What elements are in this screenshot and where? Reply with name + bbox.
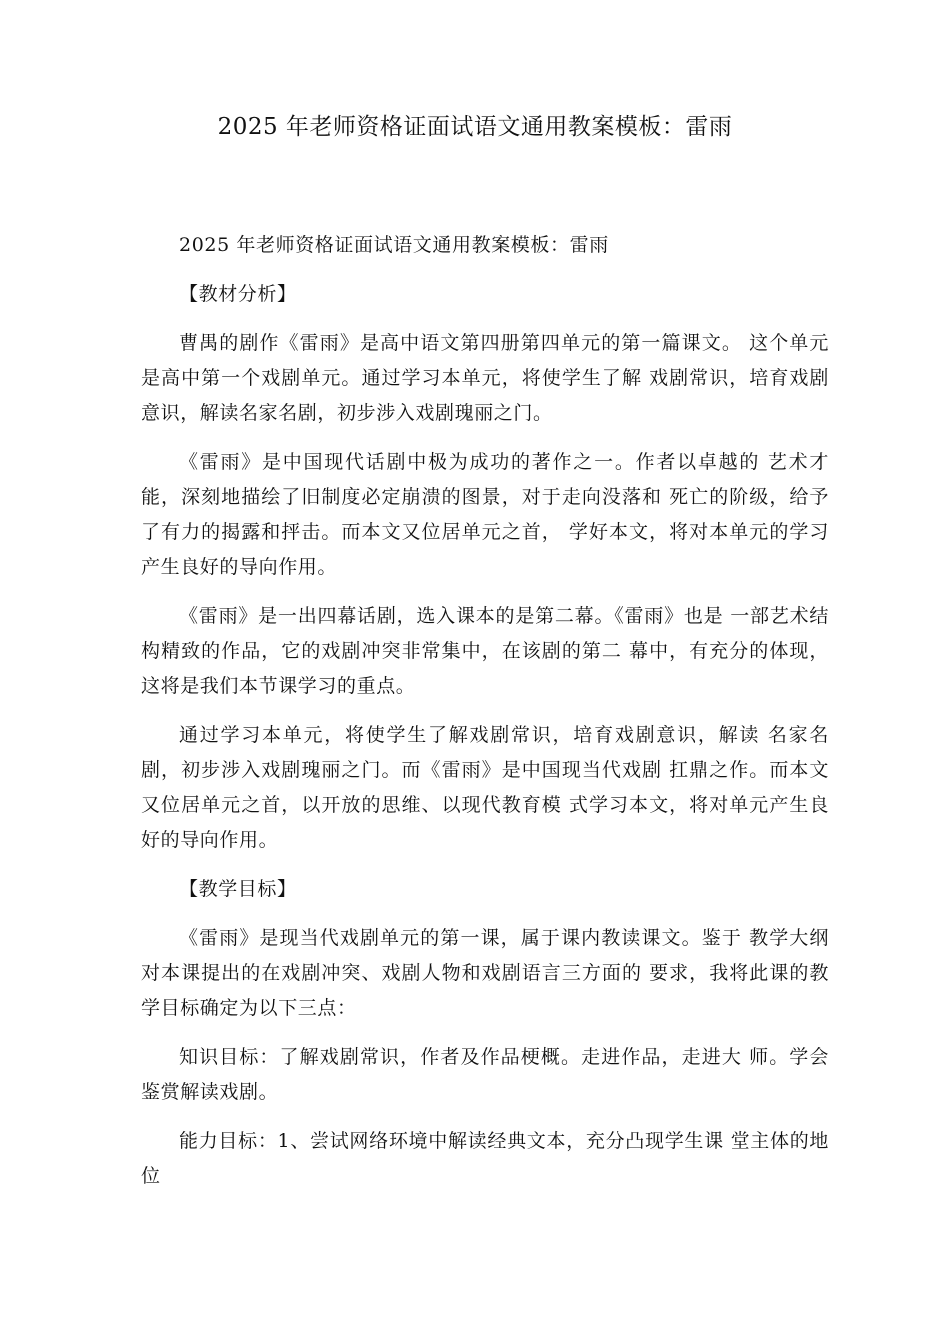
paragraph-1: 曹禺的剧作《雷雨》是高中语文第四册第四单元的第一篇课文。 这个单元是高中第一个戏剧单元。通过学习本单元，将使学生了解 戏剧常识，培育戏剧意识，解读名家名剧，初步涉入戏剧瑰丽之门。	[141, 332, 829, 424]
section-heading-material-analysis: 【教材分析】	[179, 283, 297, 305]
section-heading-teaching-goals: 【教学目标】	[179, 878, 297, 900]
paragraph-2: 《雷雨》是中国现代话剧中极为成功的著作之一。作者以卓越的 艺术才能，深刻地描绘了旧制度必定崩溃的图景，对于走向没落和 死亡的阶级，给予了有力的揭露和抨击。而本文又位居单元之首， 学好本文，将对本单元的学习产生良好的导向作用。	[141, 451, 829, 578]
document-subtitle: 2025 年老师资格证面试语文通用教案模板：雷雨	[179, 234, 609, 256]
paragraph-3: 《雷雨》是一出四幕话剧，选入课本的是第二幕。《雷雨》也是 一部艺术结构精致的作品，它的戏剧冲突非常集中，在该剧的第二 幕中，有充分的体现，这将是我们本节课学习的重点。	[141, 605, 829, 697]
document-body	[141, 228, 829, 1208]
paragraph-7: 能力目标：1、尝试网络环境中解读经典文本，充分凸现学生课 堂主体的地位	[141, 1130, 829, 1187]
paragraph-4: 通过学习本单元，将使学生了解戏剧常识，培育戏剧意识，解读 名家名剧，初步涉入戏剧瑰丽之门。而《雷雨》是中国现当代戏剧 扛鼎之作。而本文又位居单元之首，以开放的思维、以现代教育模 式学习本文，将对单元产生良好的导向作用。	[141, 724, 829, 851]
paragraph-6: 知识目标：了解戏剧常识，作者及作品梗概。走进作品，走进大 师。学会鉴赏解读戏剧。	[141, 1046, 829, 1103]
document-title: 2025 年老师资格证面试语文通用教案模板：雷雨	[217, 114, 733, 140]
paragraph-5: 《雷雨》是现当代戏剧单元的第一课，属于课内教读课文。鉴于 教学大纲对本课提出的在戏剧冲突、戏剧人物和戏剧语言三方面的 要求，我将此课的教学目标确定为以下三点：	[141, 927, 829, 1019]
